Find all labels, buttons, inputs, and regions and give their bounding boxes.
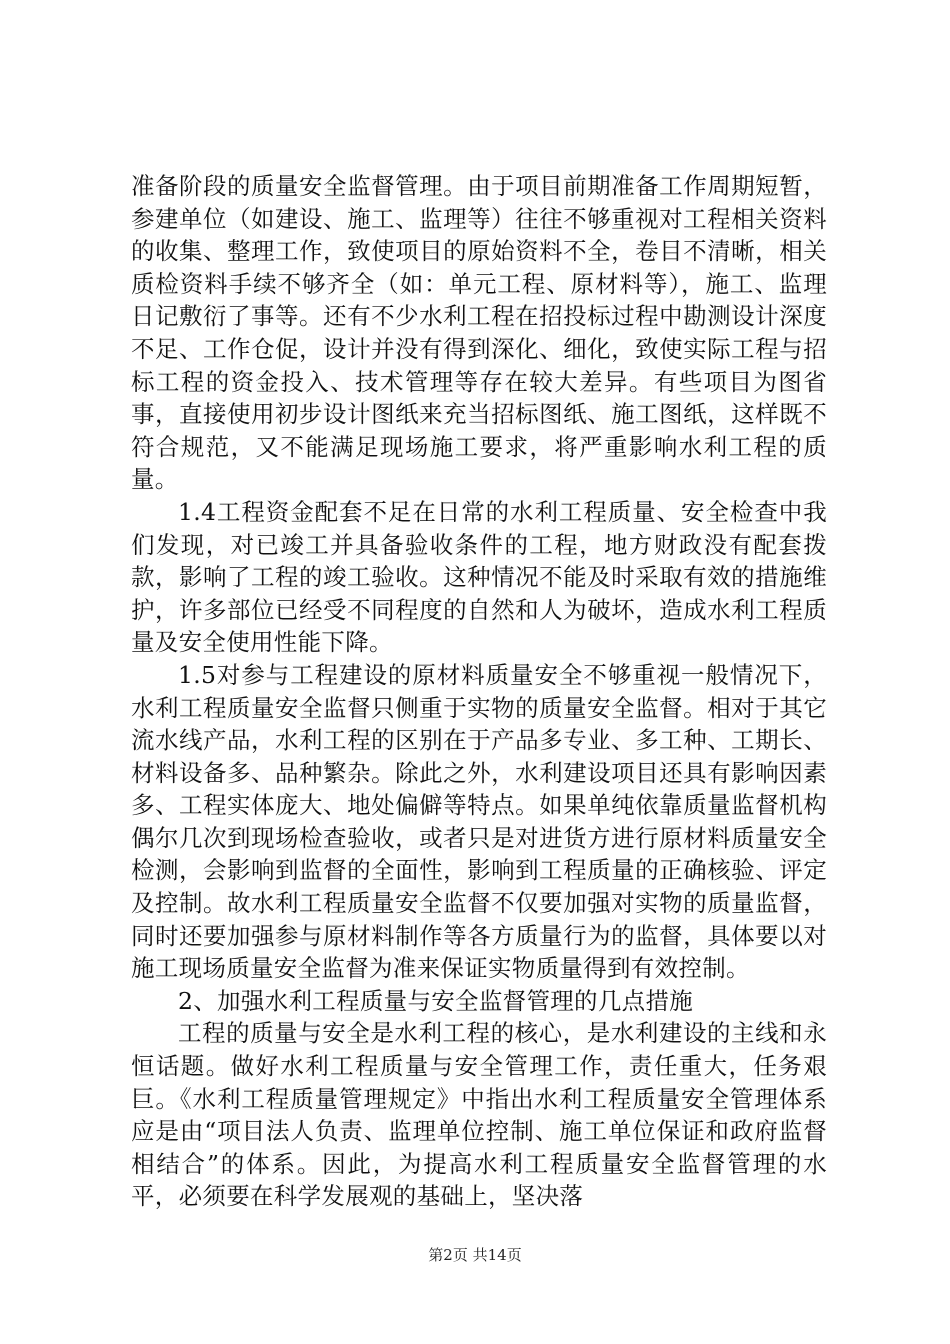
paragraph-section-1-4: 1.4工程资金配套不足在日常的水利工程质量、安全检查中我们发现，对已竣工并具备验收条件的工程，地方财政没有配套拨款，影响了工程的竣工验收。这种情况不能及时采取有效的措施维护，许多部位已经受不同程度的自然和人为破坏，造成水利工程质量及安全使用性能下降。 <box>131 497 827 657</box>
section-heading-2: 2、加强水利工程质量与安全监督管理的几点措施 <box>178 986 694 1015</box>
paragraph-section-2-intro: 工程的质量与安全是水利工程的核心，是水利建设的主线和永恒话题。做好水利工程质量与安全管理工作，责任重大，任务艰巨。《水利工程质量管理规定》中指出水利工程质量安全管理体系应是由“项目法人负责、监理单位控制、施工单位保证和政府监督相结合”的体系。因此，为提高水利工程质量安全监督管理的水平，必须要在科学发展观的基础上，坚决落 <box>131 1019 827 1211</box>
page-number-label: 第2页 共14页 <box>428 1246 522 1264</box>
document-body <box>131 170 827 1213</box>
page-footer <box>0 1244 950 1265</box>
paragraph-continuation: 准备阶段的质量安全监督管理。由于项目前期准备工作周期短暂，参建单位（如建设、施工、监理等）往往不够重视对工程相关资料的收集、整理工作，致使项目的原始资料不全，卷目不清晰，相关质检资料手续不够齐全（如：单元工程、原材料等），施工、监理日记敷衍了事等。还有不少水利工程在招投标过程中勘测设计深度不足、工作仓促，设计并没有得到深化、细化，致使实际工程与招标工程的资金投入、技术管理等存在较大差异。有些项目为图省事，直接使用初步设计图纸来充当招标图纸、施工图纸，这样既不符合规范，又不能满足现场施工要求，将严重影响水利工程的质量。 <box>131 172 827 494</box>
paragraph-section-1-5: 1.5对参与工程建设的原材料质量安全不够重视一般情况下，水利工程质量安全监督只侧重于实物的质量安全监督。相对于其它流水线产品，水利工程的区别在于产品多专业、多工种、工期长、材料设备多、品种繁杂。除此之外，水利建设项目还具有影响因素多、工程实体庞大、地处偏僻等特点。如果单纯依靠质量监督机构偶尔几次到现场检查验收，或者只是对进货方进行原材料质量安全检测，会影响到监督的全面性，影响到工程质量的正确核验、评定及控制。故水利工程质量安全监督不仅要加强对实物的质量监督，同时还要加强参与原材料制作等各方质量行为的监督，具体要以对施工现场质量安全监督为准来保证实物质量得到有效控制。 <box>131 660 827 983</box>
